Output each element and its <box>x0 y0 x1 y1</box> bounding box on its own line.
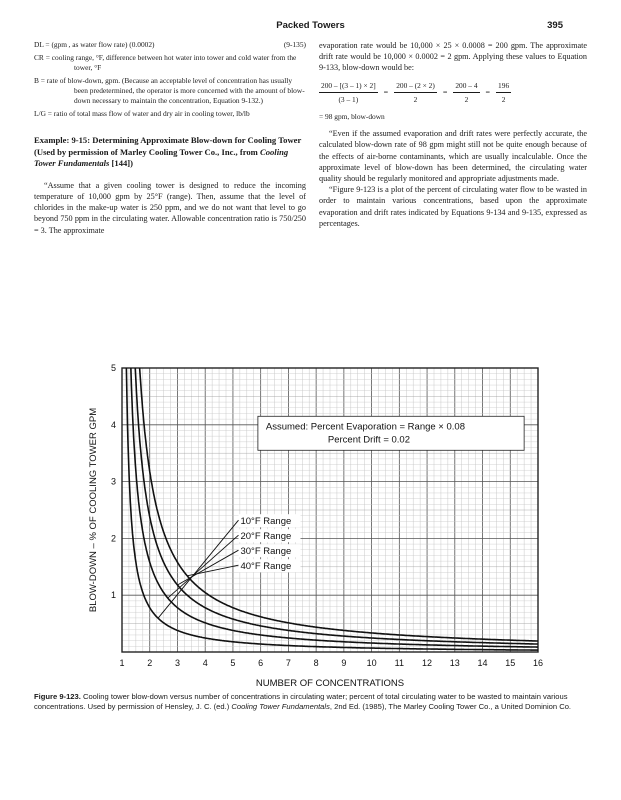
blowdown-equation: $\frac{200 - [(3 - 1) \times 2]}{(3 - 1)}$ = $\frac{200 - (2 \times 2)}{2}$ = $\frac{200 - 4}{2}$ = $\frac{196}{2}$ <box>321 80 510 104</box>
x-tick-label: 3 <box>174 658 180 668</box>
example-source-title: Cooling Tower Fundamentals <box>34 146 289 169</box>
legend-label-40f: 40°F Range <box>240 561 292 573</box>
x-tick-label: 10 <box>366 658 377 668</box>
equation-result: = 98 gpm, blow-down <box>319 112 385 122</box>
caption-label: Figure 9-123. <box>34 692 81 701</box>
x-tick-label: 8 <box>313 658 319 668</box>
legend-label-30f: 30°F Range <box>240 546 292 558</box>
fraction: $\frac{200 - [(3 - 1) \times 2]}{(3 - 1)}$ <box>321 80 376 104</box>
x-tick-label: 13 <box>449 658 460 668</box>
x-tick-label: 7 <box>285 658 291 668</box>
definitions-list <box>34 40 306 119</box>
left-column <box>34 40 306 236</box>
fraction: $\frac{200 - 4}{2}$ <box>455 80 478 104</box>
y-tick-label: 2 <box>110 533 116 544</box>
definition-dl: DL = (gpm , as water flow rate) (0.0002) (9-135) <box>34 40 306 49</box>
fraction: $\frac{200 - (2 \times 2)}{2}$ <box>396 80 435 104</box>
x-tick-label: 15 <box>505 658 516 668</box>
legend-label-20f: 20°F Range <box>240 531 292 543</box>
legend-label-10f: 10°F Range <box>240 516 292 528</box>
x-tick-label: 16 <box>532 658 544 668</box>
x-tick-label: 11 <box>394 658 405 668</box>
page-header <box>0 20 621 36</box>
y-tick-label: 1 <box>110 590 116 601</box>
definition-lg: L/G = ratio of total mass flow of water and dry air in cooling tower, lb/lb <box>34 109 250 118</box>
y-tick-label: 5 <box>110 363 116 373</box>
x-tick-label: 1 <box>119 658 125 668</box>
example-heading: Example: 9-15: Determining Approximate Blow-down for Cooling Tower (Used by permission of Marley Cooling Tower Co., Inc., from Cooling Tower Fundamentals [144]) <box>34 135 302 169</box>
running-title: Packed Towers <box>276 20 345 31</box>
x-tick-label: 12 <box>422 658 433 668</box>
definition-b: B = rate of blow-down, gpm. (Because an acceptable level of concentration has usually been predetermined, the operator is more concerned with the amount of blow-down necessary to maintain the concentration, Equation 9-132.) <box>34 76 305 105</box>
page-number: 395 <box>547 20 563 31</box>
y-tick-label: 3 <box>110 476 116 487</box>
x-tick-label: 4 <box>202 658 208 668</box>
paragraph-evaporation: evaporation rate would be 10,000 × 25 × 0.0008 = 200 gpm. The approximate drift rate would be 10,000 × 0.0002 = 2 gpm. Applying these values to Equation 9-133, blow-down would be: <box>319 41 587 73</box>
definition-cr: CR = cooling range, °F, difference between hot water into tower and cold water from the tower, °F <box>34 53 297 72</box>
figure-caption: Figure 9-123. Cooling tower blow-down versus number of concentrations in circulating water; percent of total circulating water to be wasted to maintain various concentrations. Used by permission of Hensley, J. C. (ed.) Cooling Tower Fundamentals, 2nd Ed. (1985), The Marley Cooling Tower Co., a United Dominion Co. <box>34 692 572 712</box>
assumption-line-2: Percent Drift = 0.02 <box>327 434 411 446</box>
paragraph-airborne: “Even if the assumed evaporation and drift rates were perfectly accurate, the calculated blow-down rate of 98 gpm might still not be quite enough because of the effects of air-borne contaminants, which are usually incalculable. Once the approximate level of blow-down has been determined, the circulating water quality should be regularly monitored and appropriate adjustments made. <box>319 129 587 184</box>
fraction: $\frac{196}{2}$ <box>498 80 510 104</box>
x-tick-label: 9 <box>341 658 347 668</box>
figure-9-123 <box>60 360 560 690</box>
caption-book-title: Cooling Tower Fundamentals <box>231 702 330 712</box>
x-tick-label: 6 <box>258 658 264 668</box>
assumption-line-1: Assumed: Percent Evaporation = Range × 0.08 <box>265 421 466 433</box>
x-tick-label: 14 <box>477 658 488 668</box>
x-axis-label: NUMBER OF CONCENTRATIONS <box>255 678 405 689</box>
x-tick-label: 5 <box>230 658 236 668</box>
paragraph-figure-ref: “Figure 9-123 is a plot of the percent of circulating water flow to be wasted in order to maintain various concentrations, based upon the approximate evaporation and drift rates indicated by Equations 9-134 and 9-135, expressed as percentages. <box>319 185 587 228</box>
y-axis-label: BLOW-DOWN – % OF COOLING TOWER GPM <box>88 407 99 613</box>
y-tick-label: 4 <box>110 419 116 430</box>
right-column <box>319 40 587 229</box>
example-paragraph: “Assume that a given cooling tower is designed to reduce the incoming temperature of 10,000 gpm by 25°F (range). Then, assume that the level of chlorides in the make-up water is 250 ppm, and we do not want that level to go beyond 750 ppm in the circulating water. Allowable concentration ratio is 750/250 = 3. The approximate <box>34 180 306 235</box>
equation-number: (9-135) <box>283 40 306 49</box>
blowdown-chart <box>60 360 560 690</box>
x-tick-label: 2 <box>147 658 153 668</box>
